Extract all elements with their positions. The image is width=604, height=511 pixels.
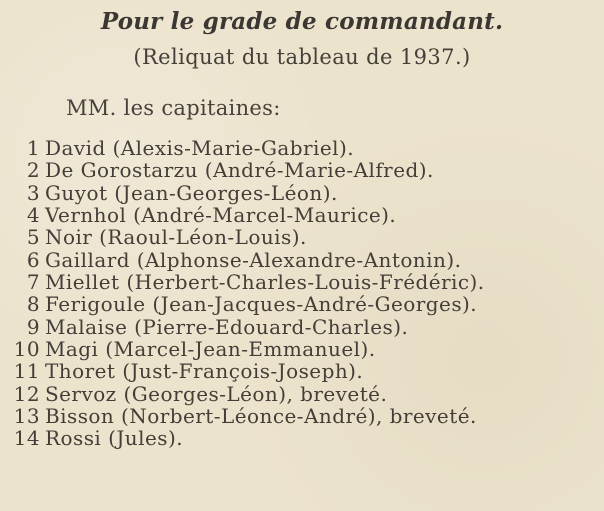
entry-number: 5: [26, 225, 40, 250]
list-item: [0, 182, 604, 204]
entry-number: 4: [26, 203, 40, 228]
list-item: [0, 159, 604, 181]
list-item: [0, 204, 604, 226]
list-item: [0, 338, 604, 360]
entry-number: 13: [13, 404, 40, 429]
entry-number: 7: [26, 270, 40, 295]
entry-text: Gaillard (Alphonse-Alexandre-Antonin).: [45, 247, 462, 272]
list-item: [0, 316, 604, 338]
list-item: [0, 360, 604, 382]
intro-line: MM. les capitaines:: [66, 96, 281, 120]
entry-text: Magi (Marcel-Jean-Emmanuel).: [45, 337, 376, 362]
list-item: [0, 137, 604, 159]
entry-text: Servoz (Georges-Léon), breveté.: [45, 381, 388, 406]
list-item: [0, 271, 604, 293]
entry-text: Vernhol (André-Marcel-Maurice).: [45, 203, 397, 228]
entry-number: 9: [26, 314, 40, 339]
entry-number: 8: [26, 292, 40, 317]
entry-text: Miellet (Herbert-Charles-Louis-Frédéric).: [45, 270, 485, 295]
entry-number: 10: [13, 337, 40, 362]
entry-text: Malaise (Pierre-Edouard-Charles).: [45, 314, 409, 339]
list-item: [0, 405, 604, 427]
entry-text: David (Alexis-Marie-Gabriel).: [45, 136, 355, 160]
list-item: [0, 293, 604, 315]
list-item: [0, 249, 604, 271]
entry-number: 11: [13, 359, 40, 384]
list-item: [0, 226, 604, 248]
entry-text: Rossi (Jules).: [45, 426, 184, 451]
entry-number: 12: [13, 381, 40, 406]
document-title: Pour le grade de commandant.: [100, 8, 504, 35]
entry-text: Noir (Raoul-Léon-Louis).: [45, 225, 307, 250]
entry-text: De Gorostarzu (André-Marie-Alfred).: [45, 158, 434, 183]
entry-text: Guyot (Jean-Georges-Léon).: [45, 180, 338, 205]
list-item: [0, 427, 604, 449]
entry-number: 14: [13, 426, 40, 451]
entry-text: Ferigoule (Jean-Jacques-André-Georges).: [45, 292, 478, 317]
captains-list: [0, 137, 604, 450]
entry-number: 2: [26, 158, 40, 183]
entry-number: 3: [26, 180, 40, 205]
list-item: [0, 383, 604, 405]
entry-text: Bisson (Norbert-Léonce-André), breveté.: [45, 404, 477, 429]
entry-text: Thoret (Just-François-Joseph).: [45, 359, 364, 384]
document-subtitle: (Reliquat du tableau de 1937.): [133, 45, 471, 69]
entry-number: 6: [26, 247, 40, 272]
entry-number: 1: [26, 136, 40, 160]
